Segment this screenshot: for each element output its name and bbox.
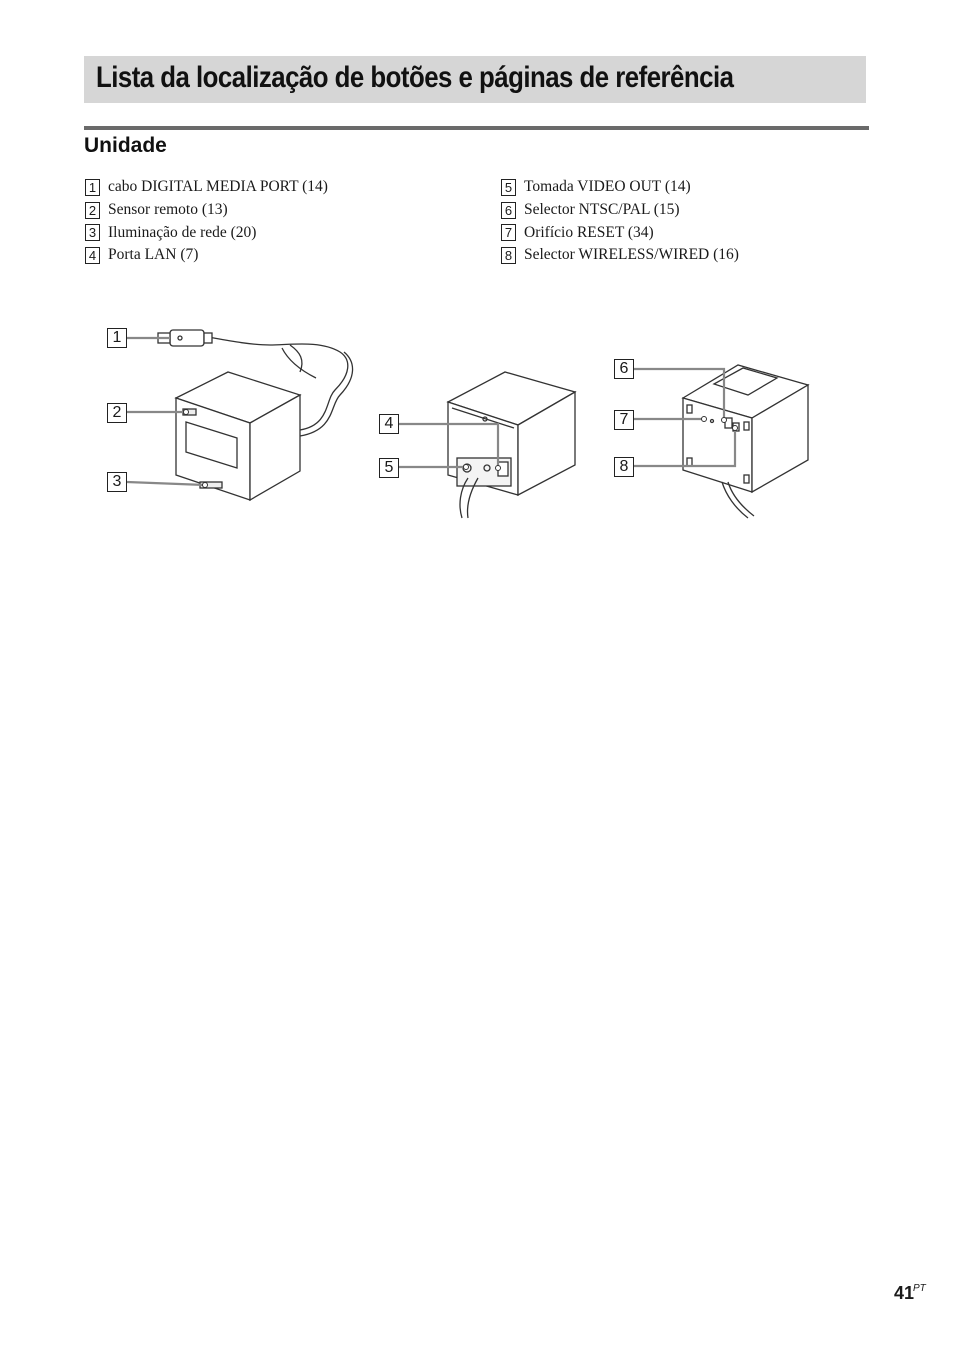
- legend-text: cabo DIGITAL MEDIA PORT (14): [108, 178, 328, 196]
- legend-text: Selector NTSC/PAL (15): [524, 201, 680, 219]
- page-title: Lista da localização de botões e páginas de referência: [96, 61, 734, 94]
- front-view-unit: [158, 330, 353, 500]
- legend-text: Sensor remoto (13): [108, 201, 228, 219]
- legend-number: 1: [85, 179, 100, 196]
- callout-6: 6: [614, 359, 634, 379]
- page-number: 41: [894, 1283, 915, 1303]
- callout-5: 5: [379, 458, 399, 478]
- legend-text: Porta LAN (7): [108, 246, 199, 264]
- section-heading: Unidade: [84, 134, 167, 157]
- legend-text: Iluminação de rede (20): [108, 223, 257, 241]
- legend-number: 7: [501, 224, 516, 241]
- callout-4: 4: [379, 414, 399, 434]
- legend-number: 6: [501, 202, 516, 219]
- callout-2: 2: [107, 403, 127, 423]
- rear-view-unit: [448, 372, 575, 518]
- legend-number: 8: [501, 247, 516, 264]
- device-illustration: [0, 0, 954, 560]
- callout-1: 1: [107, 328, 127, 348]
- callout-3: 3: [107, 472, 127, 492]
- side-view-unit: [683, 365, 808, 518]
- callout-8: 8: [614, 457, 634, 477]
- page-language-suffix: PT: [913, 1283, 926, 1294]
- legend-number: 5: [501, 179, 516, 196]
- legend-number: 4: [85, 247, 100, 264]
- legend-text: Selector WIRELESS/WIRED (16): [524, 246, 739, 264]
- legend-number: 2: [85, 202, 100, 219]
- legend-number: 3: [85, 224, 100, 241]
- legend-text: Tomada VIDEO OUT (14): [524, 178, 691, 196]
- legend-text: Orifício RESET (34): [524, 223, 654, 241]
- callout-7: 7: [614, 410, 634, 430]
